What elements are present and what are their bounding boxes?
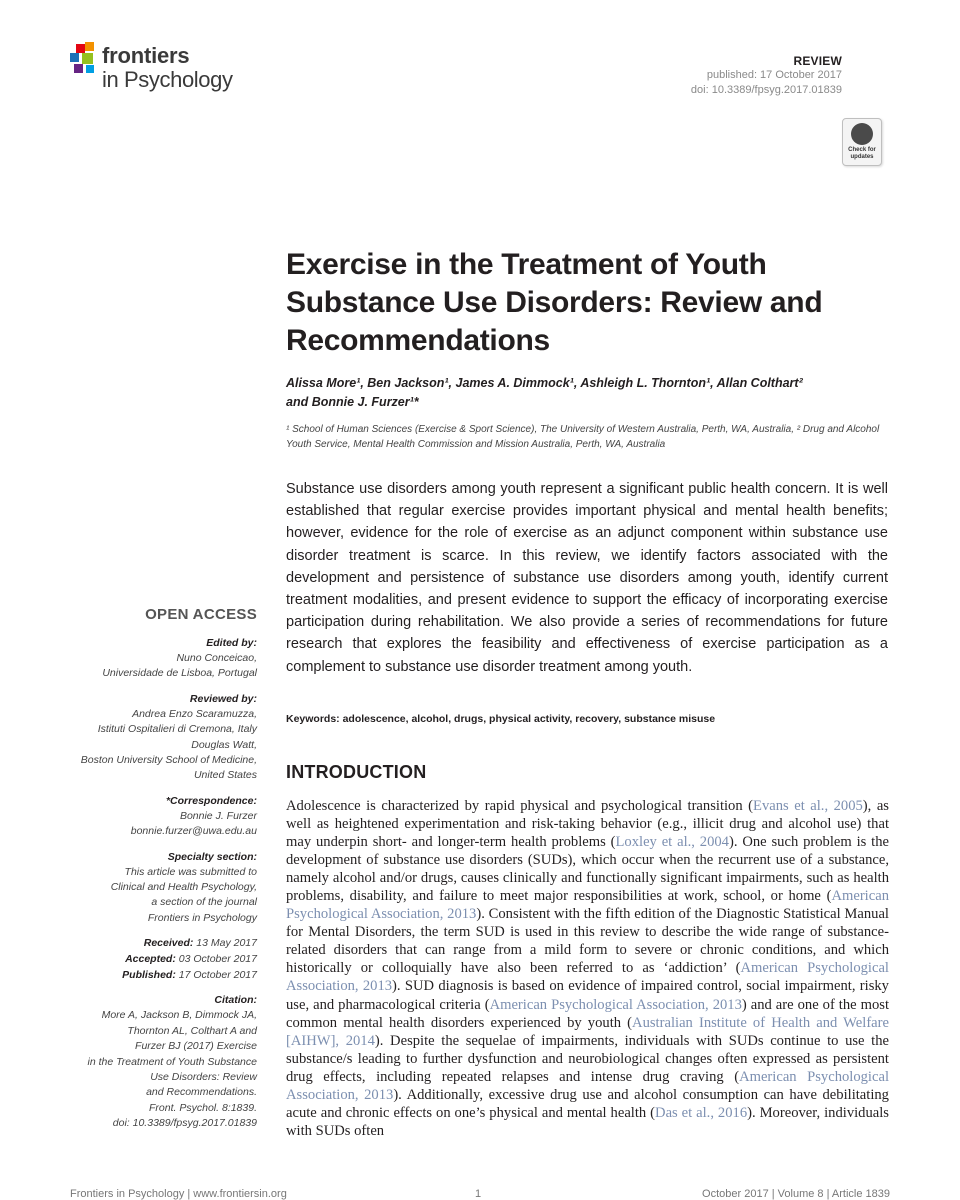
frontiers-logo-icon [70, 42, 100, 76]
specialty-line: This article was submitted to [124, 865, 257, 878]
body-text-segment: ) and are one of the most common mental health disorders experienced by youth ( [286, 996, 890, 1031]
body-text-segment: ), as well as heightened experimentation and risk-taking behavior (e.g., illicit drug and alcohol use) that may underpin short- and longer-term health problems ( [286, 798, 889, 851]
published-row [57, 967, 257, 983]
reviewer-line: Boston University School of Medicine, [80, 754, 257, 767]
citation-link[interactable]: American Psychological Association, 2013 [286, 1068, 889, 1103]
article-info-sidebar [57, 606, 257, 1141]
author-line[interactable]: Alissa More¹, Ben Jackson¹, James A. Dimmock¹, Ashleigh L. Thornton¹, Allan Colthart² [286, 376, 803, 390]
citation-doi[interactable]: doi: 10.3389/fpsyg.2017.01839 [112, 1117, 257, 1130]
citation-label: Citation: [214, 994, 257, 1007]
open-access-label: OPEN ACCESS [145, 606, 257, 623]
received-row [57, 935, 257, 951]
correspondence-section [57, 793, 257, 840]
accepted-label: Accepted: [125, 953, 176, 966]
citation-link[interactable]: Das et al., 2016 [655, 1104, 748, 1121]
keywords: Keywords: adolescence, alcohol, drugs, physical activity, recovery, substance misuse [286, 713, 716, 725]
body-text-segment: ). SUD diagnosis is based on evidence of impaired control, social impairment, risky use, and pharmacological criteria ( [286, 978, 889, 1013]
page-number: 1 [475, 1188, 482, 1200]
published-date: published: 17 October 2017 [706, 69, 842, 81]
citation-link[interactable]: American Psychological Association, 2013 [489, 996, 742, 1013]
body-text-segment: ). Consistent with the fifth edition of the Diagnostic Statistical Manual for Mental Disorders, the term SUD is used in this review to describe the wide range of substance-related disorders that can range from a mild form to severe or chronic conditions, and which historically or colloquially have also been referred to as ‘addiction’ ( [286, 906, 889, 977]
specialty-label: Specialty section: [167, 850, 257, 863]
citation-link[interactable]: American Psychological Association, 2013 [286, 960, 889, 995]
body-text-segment: ). Despite the sequelae of impairments, individuals with SUDs continue to use the substance/s leading to further dysfunction and neurobiological changes often expressed as persistent drug effects, including repeated relapses and intense drug craving ( [286, 1032, 889, 1085]
received-date: 13 May 2017 [196, 937, 257, 950]
correspondence-name: Bonnie J. Furzer [179, 809, 257, 822]
citation-link[interactable]: Loxley et al., 2004 [615, 834, 729, 851]
body-text-segment: ). Moreover, individuals with SUDs often [286, 1104, 889, 1139]
citation-link[interactable]: Evans et al., 2005 [753, 798, 863, 814]
reviewer-line[interactable]: Douglas Watt, [191, 738, 257, 751]
correspondence-email[interactable]: bonnie.furzer@uwa.edu.au [130, 825, 257, 838]
published-label: Published: [122, 969, 176, 982]
journal-name-line1: frontiers [102, 43, 190, 68]
doi[interactable]: doi: 10.3389/fpsyg.2017.01839 [690, 84, 842, 96]
body-text-segment: ). One such problem is the development of substance use disorders (SUDs), which occur when the recurrent use of a substance, namely alcohol and/or drugs, causes clinically and functionally significant impairments, such as health problems, disability, and failure to meet major responsibilities at work, school, or home ( [286, 834, 889, 905]
body-text-segment: Adolescence is characterized by rapid physical and psychological transition ( [286, 798, 754, 814]
citation-line: More A, Jackson B, Dimmock JA, [101, 1009, 257, 1022]
check-for-updates-label: Check for updates [848, 147, 876, 160]
citation-line: and Recommendations. [146, 1086, 257, 1099]
reviewed-by-section [57, 691, 257, 784]
reviewer-line[interactable]: Andrea Enzo Scaramuzza, [132, 707, 257, 720]
footer-journal-link[interactable]: Frontiers in Psychology | www.frontiersin.org [70, 1188, 287, 1200]
editor-line[interactable]: Nuno Conceicao, [176, 652, 257, 664]
introduction-body [286, 797, 889, 1140]
edited-by-section [57, 635, 257, 682]
accepted-row [57, 951, 257, 967]
footer-volume-info: October 2017 | Volume 8 | Article 1839 [702, 1188, 890, 1200]
reviewed-by-label: Reviewed by: [189, 692, 257, 705]
article-type: REVIEW [793, 54, 842, 68]
citation-line: Front. Psychol. 8:1839. [149, 1101, 257, 1114]
specialty-line: a section of the journal [151, 896, 257, 909]
citation-line: Thornton AL, Colthart A and [127, 1024, 257, 1037]
edited-by-label: Edited by: [206, 637, 257, 649]
citation-link[interactable]: Australian Institute of Health and Welfare [AIHW], 2014 [286, 1014, 889, 1049]
reviewer-line: United States [193, 769, 257, 782]
received-label: Received: [143, 937, 194, 950]
author-line[interactable]: and Bonnie J. Furzer¹* [286, 395, 419, 409]
affiliations: ¹ School of Human Sciences (Exercise & Sport Science), The University of Western Australia, Perth, WA, Australia, ² Drug and Alcohol Youth Service, Mental Health Commission and Mission Australia, Perth, WA, Australia [286, 424, 880, 450]
citation-line: Use Disorders: Review [150, 1070, 257, 1083]
article-meta [691, 54, 842, 98]
accepted-date: 03 October 2017 [178, 953, 257, 966]
author-list [286, 374, 886, 412]
body-text-segment: ). Additionally, excessive drug use and alcohol consumption can have debilitating acute and chronic effects on one’s physical and mental health ( [286, 1086, 889, 1121]
editor-line: Universidade de Lisboa, Portugal [102, 667, 257, 680]
citation-section [57, 992, 257, 1131]
citation-line: Furzer BJ (2017) Exercise [135, 1040, 257, 1053]
article-title: Exercise in the Treatment of Youth Substance Use Disorders: Review and Recommendations [286, 248, 823, 357]
crossmark-icon [851, 123, 873, 145]
reviewer-line: Istituti Ospitalieri di Cremona, Italy [97, 723, 257, 736]
check-for-updates-button[interactable] [842, 118, 882, 166]
correspondence-label: *Correspondence: [165, 794, 257, 807]
specialty-section [57, 849, 257, 927]
citation-line: in the Treatment of Youth Substance [87, 1055, 257, 1068]
published-date-sidebar: 17 October 2017 [178, 969, 257, 982]
specialty-line: Clinical and Health Psychology, [110, 881, 257, 894]
journal-name-line2: in Psychology [102, 67, 233, 92]
citation-link[interactable]: American Psychological Association, 2013 [286, 888, 889, 923]
dates-section [57, 935, 257, 983]
section-heading: INTRODUCTION [286, 762, 427, 782]
journal-logo [70, 42, 250, 102]
specialty-line: Frontiers in Psychology [147, 911, 257, 924]
abstract: Substance use disorders among youth represent a significant public health concern. It is well established that regular exercise provides important physical and mental health benefits; however, evidence for the role of exercise as an adjunct component within substance use disorder treatment is scarce. In this review, we identify factors associated with the development and persistence of substance use disorders among youth, identify current treatment modalities, and present evidence to support the efficacy of incorporating exercise participation during rehabilitation. We also provide a series of recommendations for future research that explores the feasibility and effectiveness of exercise participation as a complement to substance use disorder treatment among youth. [286, 481, 888, 675]
